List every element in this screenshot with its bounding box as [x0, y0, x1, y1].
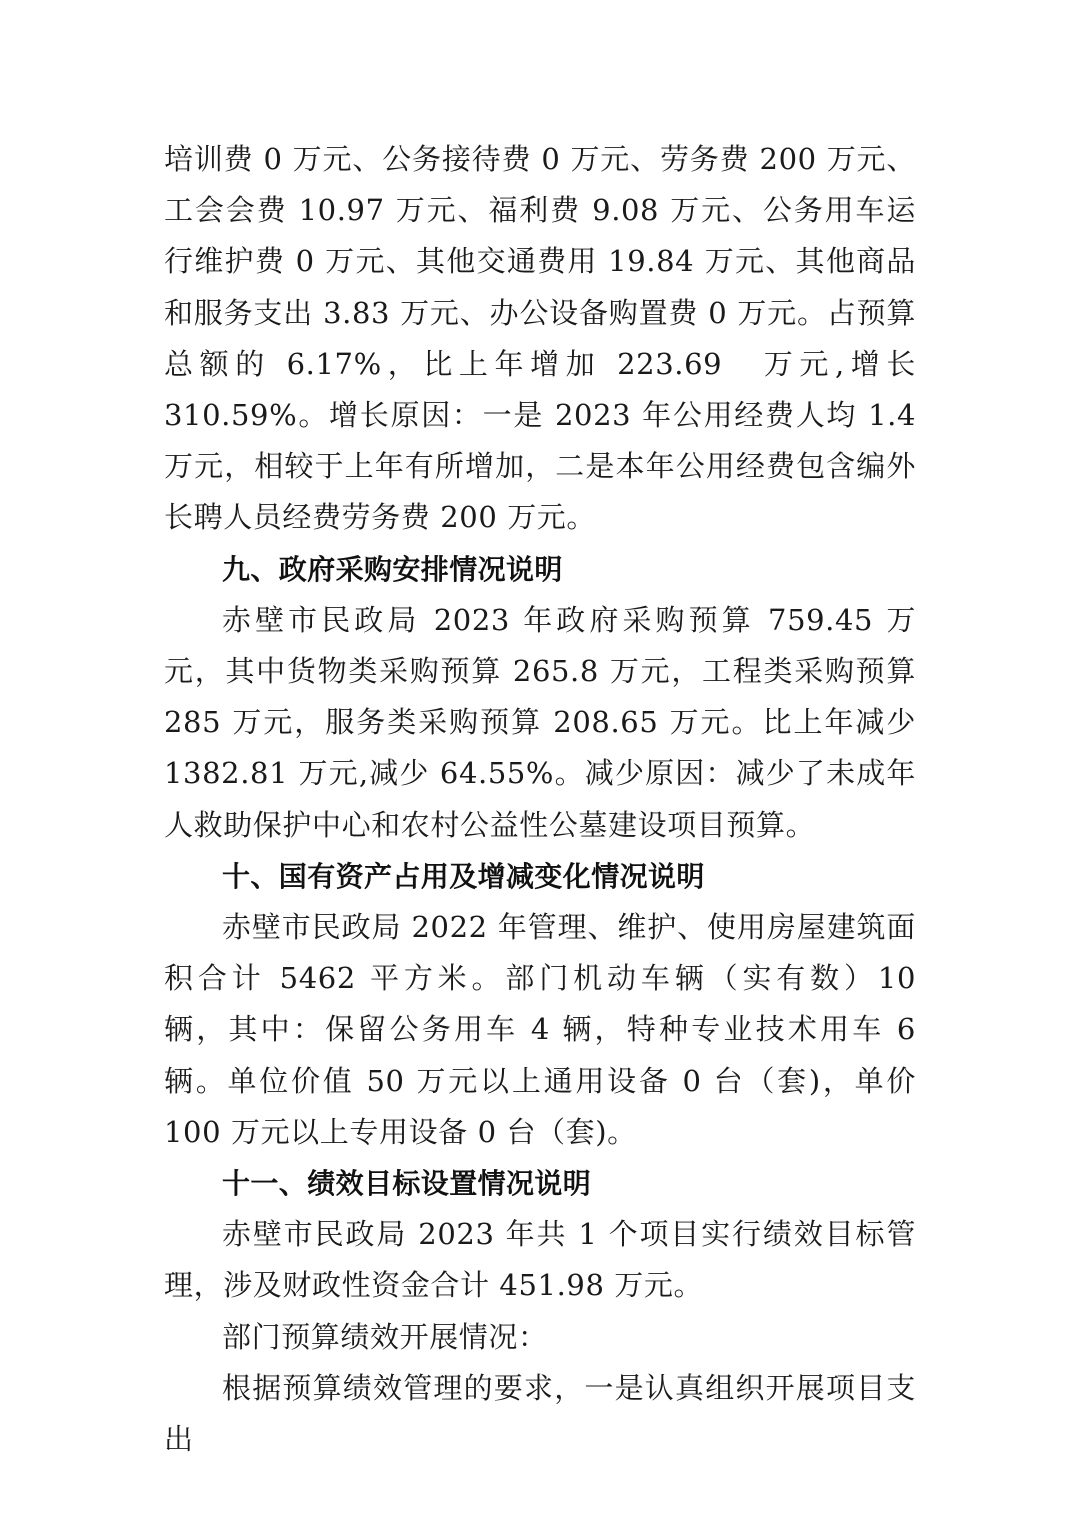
- heading-performance-targets: 十一、绩效目标设置情况说明: [222, 1167, 592, 1201]
- document-body: [164, 134, 946, 1465]
- paragraph-budget-performance-label: 部门预算绩效开展情况：: [222, 1319, 548, 1354]
- paragraph-state-assets: 赤壁市民政局 2022 年管理、维护、使用房屋建筑面积合计 5462 平方米。部门机动车辆（实有数）10 辆，其中：保留公务用车 4 辆，特种专业技术用车 6 辆。单位价值 50 万元以上通用设备 0 台（套)，单价 100 万元以上专用设备 0 台（套)。: [164, 910, 946, 1149]
- paragraph-public-funds: 培训费 0 万元、公务接待费 0 万元、劳务费 200 万元、工会会费 10.97 万元、福利费 9.08 万元、公务用车运行维护费 0 万元、其他交通费用 19.84 万元、其他商品和服务支出 3.83 万元、办公设备购置费 0 万元。占预算总额的 6.17%，比上年增加 223.69 万元,增长 310.59%。增长原因：一是 2023 年公用经费人均 1.4 万元，相较于上年有所增加，二是本年公用经费包含编外长聘人员经费劳务费 200 万元。: [164, 142, 916, 535]
- heading-state-assets: 十、国有资产占用及增减变化情况说明: [222, 859, 705, 893]
- paragraph-performance-targets: 赤壁市民政局 2023 年共 1 个项目实行绩效目标管理，涉及财政性资金合计 451.98 万元。: [164, 1217, 916, 1303]
- paragraph-budget-performance-details: 根据预算绩效管理的要求，一是认真组织开展项目支出: [164, 1370, 916, 1457]
- heading-government-procurement: 九、政府采购安排情况说明: [222, 552, 563, 586]
- paragraph-procurement: 赤壁市民政局 2023 年政府采购预算 759.45 万元，其中货物类采购预算 265.8 万元，工程类采购预算 285 万元，服务类采购预算 208.65 万元。比上年减少 1382.81 万元,减少 64.55%。减少原因：减少了未成年人救助保护中心和农村公益性公墓建设项目预算。: [164, 602, 916, 842]
